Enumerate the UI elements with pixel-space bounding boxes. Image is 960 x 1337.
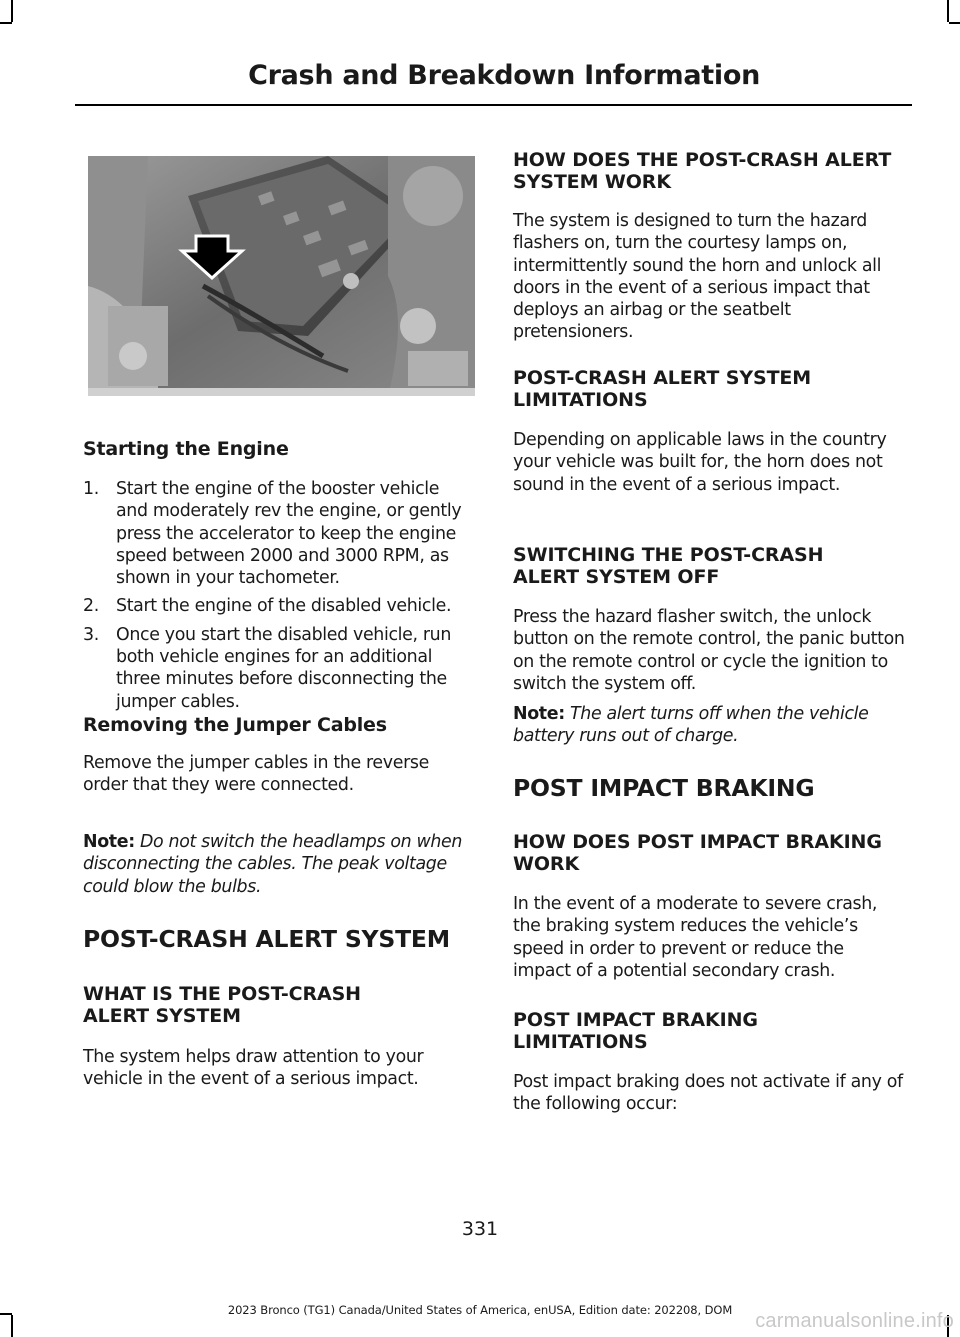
page-title: Crash and Breakdown Information bbox=[248, 60, 760, 91]
note-label: Note: bbox=[83, 832, 135, 852]
list-item bbox=[83, 624, 475, 713]
engine-bay-arrow-icon bbox=[88, 156, 475, 396]
starting-steps-list bbox=[83, 478, 475, 713]
limitations-heading: POST-CRASH ALERT SYSTEM LIMITATIONS bbox=[513, 367, 812, 411]
engine-bay-photo bbox=[88, 156, 475, 396]
step-number: 3. bbox=[83, 624, 99, 645]
step-number: 2. bbox=[83, 596, 99, 617]
crop-mark bbox=[11, 1315, 13, 1337]
watermark: carmanualsonline.info bbox=[755, 1310, 954, 1332]
how-braking-text: In the event of a moderate to severe crash, the braking system reduces the vehicle’s speed in order to prevent or reduce the impact of a potential secondary crash. bbox=[513, 894, 878, 981]
step-number: 1. bbox=[83, 479, 99, 499]
note-text: Do not switch the headlamps on when disconnecting the cables. The peak voltage could blow the bulbs. bbox=[83, 832, 463, 897]
crop-mark bbox=[949, 22, 960, 24]
crop-mark bbox=[0, 22, 12, 24]
limitations-text: Depending on applicable laws in the country your vehicle was built for, the horn does not sound in the event of a serious impact. bbox=[513, 430, 887, 495]
list-item bbox=[83, 595, 475, 617]
list-item bbox=[83, 478, 475, 589]
step-text: Once you start the disabled vehicle, run both vehicle engines for an additional three minutes before disconnecting the jumper cables. bbox=[116, 624, 451, 712]
crop-mark bbox=[947, 0, 949, 22]
crop-mark bbox=[11, 0, 13, 22]
edition-footer: 2023 Bronco (TG1) Canada/United States of America, enUSA, Edition date: 202208, DOM bbox=[227, 1303, 733, 1317]
page-number: 331 bbox=[461, 1218, 499, 1240]
switching-off-heading: SWITCHING THE POST-CRASH ALERT SYSTEM OFF bbox=[513, 544, 824, 588]
how-works-text: The system is designed to turn the hazard flashers on, turn the courtesy lamps on, intermittently sound the horn and unlock all doors in the event of a serious impact that deploys an airbag or the seatbelt pretensioners. bbox=[513, 211, 882, 343]
step-text: Start the engine of the booster vehicle and moderately rev the engine, or gently press the accelerator to keep the engine speed between 2000 and 3000 RPM, as shown in your tachometer. bbox=[116, 479, 462, 589]
note-paragraph bbox=[83, 831, 475, 898]
post-impact-heading: POST IMPACT BRAKING bbox=[513, 774, 815, 802]
braking-limitations-heading: POST IMPACT BRAKING LIMITATIONS bbox=[513, 1009, 758, 1053]
post-crash-heading: POST-CRASH ALERT SYSTEM bbox=[83, 925, 450, 953]
removing-cables-heading: Removing the Jumper Cables bbox=[83, 714, 387, 736]
switching-off-text: Press the hazard flasher switch, the unlock button on the remote control, the panic button on the remote control or cycle the ignition to switch the system off. bbox=[513, 607, 905, 694]
how-braking-heading: HOW DOES POST IMPACT BRAKING WORK bbox=[513, 831, 882, 875]
step-text: Start the engine of the disabled vehicle. bbox=[116, 596, 452, 617]
starting-engine-heading: Starting the Engine bbox=[83, 438, 289, 460]
header-divider bbox=[75, 104, 912, 106]
note-paragraph bbox=[513, 703, 906, 748]
note-text: The alert turns off when the vehicle battery runs out of charge. bbox=[513, 704, 869, 747]
braking-limitations-text: Post impact braking does not activate if any of the following occur: bbox=[513, 1072, 903, 1115]
note-label: Note: bbox=[513, 704, 565, 724]
how-works-heading: HOW DOES THE POST-CRASH ALERT SYSTEM WORK bbox=[513, 149, 892, 193]
what-is-heading: WHAT IS THE POST-CRASH ALERT SYSTEM bbox=[83, 983, 361, 1027]
removing-cables-text: Remove the jumper cables in the reverse order that they were connected. bbox=[83, 753, 429, 796]
what-is-text: The system helps draw attention to your vehicle in the event of a serious impact. bbox=[83, 1047, 424, 1090]
